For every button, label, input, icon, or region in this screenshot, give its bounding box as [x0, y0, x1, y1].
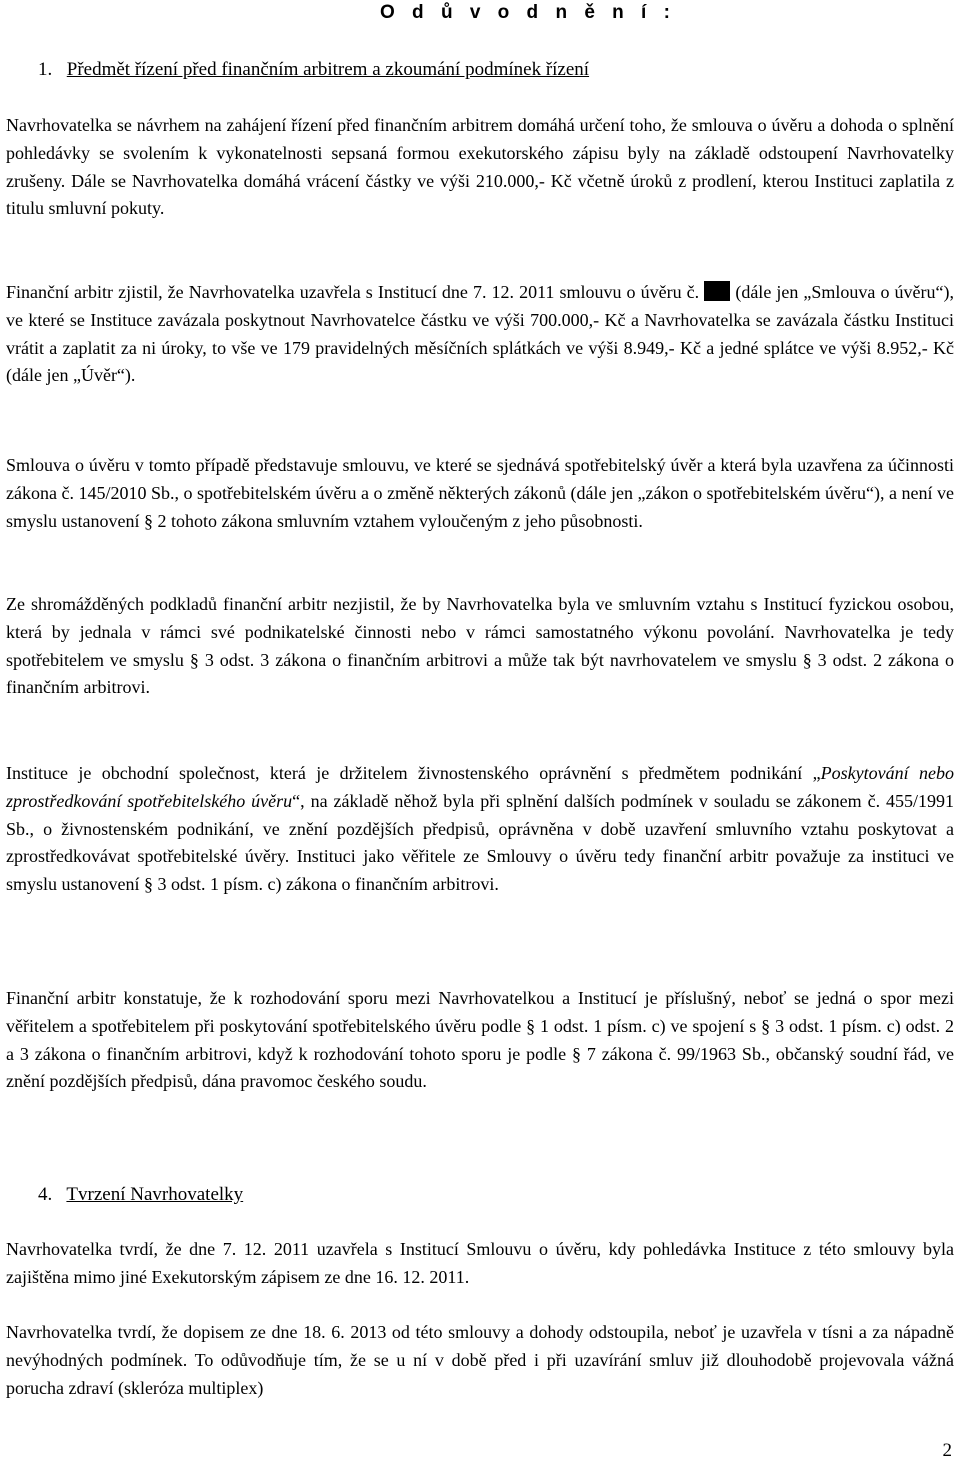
- page-number: 2: [942, 1440, 952, 1461]
- paragraph-consumer: Ze shromážděných podkladů finanční arbitr nezjistil, že by Navrhovatelka byla ve smluvním vztahu s Institucí fyzickou osobou, která by jednala v rámci své podnikatelské činnosti nebo v rámci samostatného výkonu povolání. Navrhovatelka je tedy spotřebitelem ve smyslu § 3 odst. 3 zákona o finančním arbitrovi a může tak být navrhovatelem ve smyslu § 3 odst. 2 zákona o finančním arbitrovi.: [6, 594, 954, 698]
- paragraph-institution: [6, 760, 954, 899]
- paragraph-contract-start: Finanční arbitr zjistil, že Navrhovatelka uzavřela s Institucí dne 7. 12. 2011 smlouvu o úvěru č.: [6, 282, 700, 302]
- paragraph-assertion-2: Navrhovatelka tvrdí, že dopisem ze dne 18. 6. 2013 od této smlouvy a dohody odstoupila, neboť je uzavřela v tísni a za nápadně nevýhodných podmínek. To odůvodňuje tím, že se u ní v době před i při uzavírání smluv již dlouhodobě projevovala vážná porucha zdraví (skleróza multiplex): [6, 1322, 954, 1398]
- page-title: O d ů v o d n ě n í :: [380, 2, 676, 23]
- paragraph-consumer-credit: Smlouva o úvěru v tomto případě představuje smlouvu, ve které se sjednává spotřebitelský úvěr a která byla uzavřena za účinnosti zákona č. 145/2010 Sb., o spotřebitelském úvěru a o změně některých zákonů (dále jen „zákon o spotřebitelském úvěru“), a není ve smyslu ustanovení § 2 tohoto zákona smluvním vztahem vyloučeným z jeho působnosti.: [6, 455, 954, 531]
- paragraph-assertion-1: Navrhovatelka tvrdí, že dne 7. 12. 2011 uzavřela s Institucí Smlouvu o úvěru, kdy pohledávka Instituce z této smlouvy byla zajištěna mimo jiné Exekutorským zápisem ze dne 16. 12. 2011.: [6, 1239, 954, 1287]
- section-4-title: Tvrzení Navrhovatelky: [66, 1184, 244, 1205]
- section-1-heading: [38, 58, 589, 82]
- section-1-title: Předmět řízení před finančním arbitrem a zkoumání podmínek řízení: [66, 59, 590, 80]
- paragraph-contract: [6, 279, 954, 390]
- paragraph-contract-end: (dále jen „Smlouva o úvěru“), ve které se Instituce zavázala poskytnout Navrhovatelce částku ve výši 700.000,- Kč a Navrhovatelka se zavázala částku Instituci vrátit a zaplatit za ni úroky, to vše ve 179 pravidelných měsíčních splátkách ve výši 8.949,- Kč a jedné splátce ve výši 8.952,- Kč (dále jen „Úvěr“).: [6, 282, 955, 386]
- paragraph-institution-end: “, na základě něhož byla při splnění dalších podmínek v souladu se zákonem č. 455/1991 Sb., o živnostenském podnikání, ve znění pozdějších předpisů, oprávněna v době uzavření smluvního vztahu poskytovat a zprostředkovávat spotřebitelské úvěry. Instituci jako věřitele ze Smlouvy o úvěru tedy finanční arbitr považuje za instituci ve smyslu ustanovení § 3 odst. 1 písm. c) zákona o finančním arbitrovi.: [6, 790, 955, 895]
- section-4-heading: [38, 1183, 243, 1207]
- business-activity-italic: Poskytování nebo zprostředkování spotřebitelského úvěru: [6, 763, 954, 811]
- paragraph-jurisdiction: Finanční arbitr konstatuje, že k rozhodování sporu mezi Navrhovatelkou a Institucí je příslušný, neboť se jedná o spor mezi věřitelem a spotřebitelem při poskytování spotřebitelského úvěru podle § 1 odst. 1 písm. c) ve spojení s § 3 odst. 1 písm. c) odst. 2 a 3 zákona o finančním arbitrovi, když k rozhodování tohoto sporu je podle § 7 zákona č. 99/1963 Sb., občanský soudní řád, ve znění pozdějších předpisů, dána pravomoc českého soudu.: [6, 988, 954, 1092]
- redacted-contract-number: [704, 281, 730, 301]
- paragraph-claim: Navrhovatelka se návrhem na zahájení řízení před finančním arbitrem domáhá určení toho, že smlouva o úvěru a dohoda o splnění pohledávky se svolením k vykonatelnosti sepsaná formou exekutorského zápisu byly na základě odstoupení Navrhovatelky zrušeny. Dále se Navrhovatelka domáhá vrácení částky ve výši 210.000,- Kč včetně úroků z prodlení, kterou Instituci zaplatila z titulu smluvní pokuty.: [6, 115, 954, 219]
- section-4-number: 4.: [38, 1184, 53, 1205]
- section-1-number: 1.: [38, 59, 53, 80]
- paragraph-institution-start: Instituce je obchodní společnost, která je držitelem živnostenského oprávnění s předmětem podnikání „: [6, 763, 821, 783]
